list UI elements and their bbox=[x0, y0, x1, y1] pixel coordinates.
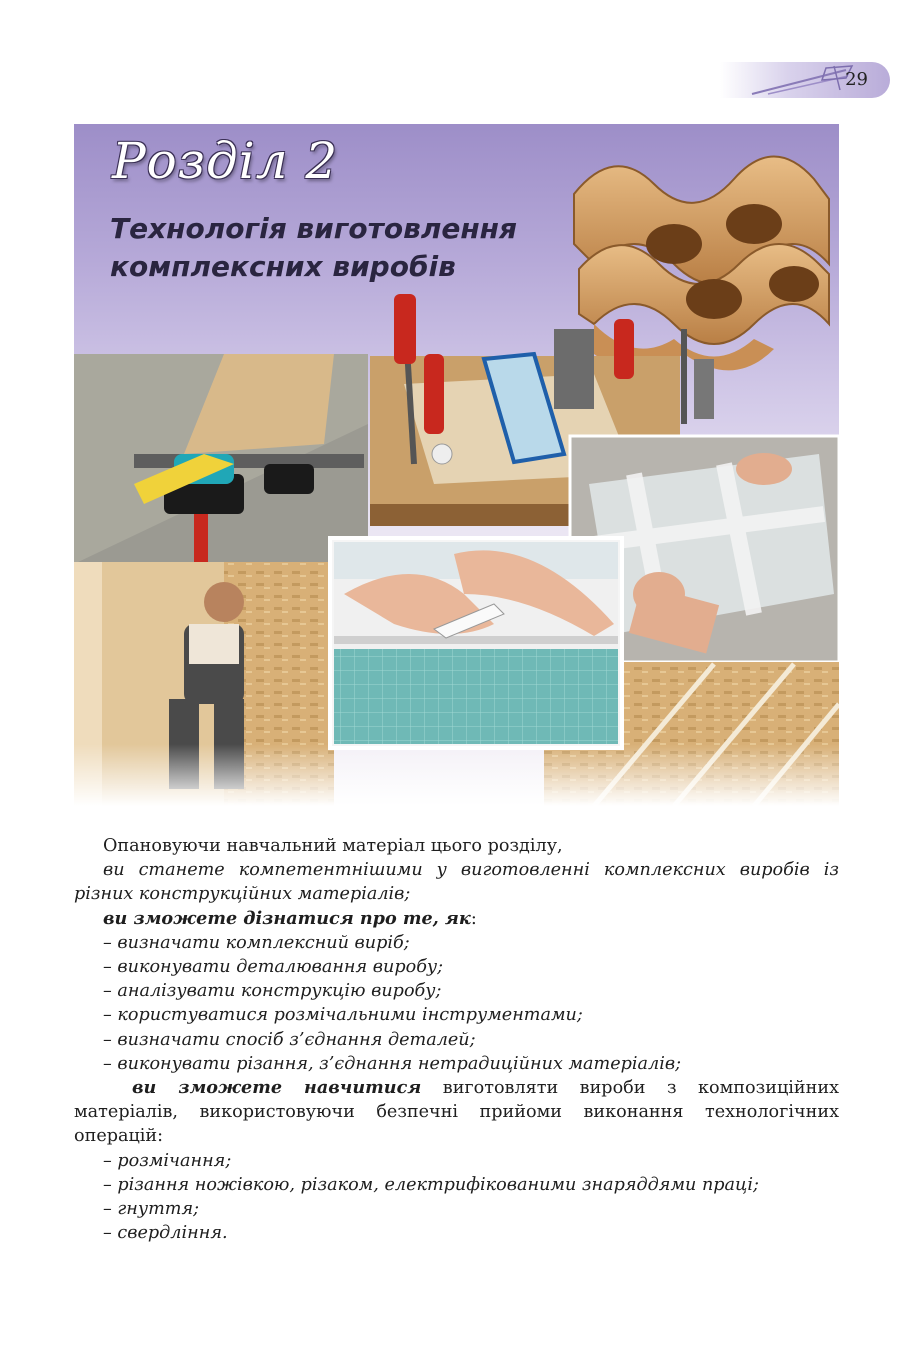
list-item: – різання ножівкою, різаком, електрифікованими знаряддями праці; bbox=[103, 1174, 759, 1195]
board-clamp-image bbox=[74, 354, 368, 564]
page-number-tab bbox=[720, 62, 890, 98]
outcome-learn-to-rest: виготовляти вироби з композиційних матеріалів, використовуючи безпечні прийоми виконання технологічних операцій: bbox=[74, 1078, 839, 1147]
list-item: – гнуття; bbox=[103, 1199, 200, 1220]
list-item: – користуватися розмічальними інструментами; bbox=[103, 1005, 583, 1026]
section-label: Розділ 2 bbox=[112, 132, 339, 190]
chapter-introduction bbox=[74, 834, 839, 1245]
chapter-banner bbox=[74, 124, 839, 806]
outcome-learn-about-colon: : bbox=[470, 908, 477, 929]
outcome-competence: ви станете компетентнішими у виготовленні комплексних виробів із різних конструкційних матеріалів; bbox=[74, 860, 839, 905]
list-item: – виконувати різання, з’єднання нетрадиційних матеріалів; bbox=[103, 1053, 681, 1074]
list-item: – розмічання; bbox=[103, 1150, 232, 1171]
outcome-learn-to bbox=[74, 1076, 839, 1149]
outcome-learn-about-lead: ви зможете дізнатися про те, як bbox=[103, 907, 471, 929]
section-title-line-1: Технологія виготовлення bbox=[110, 212, 517, 245]
cutting-mat-image bbox=[330, 538, 622, 748]
outcome-learn-to-lead: ви зможете навчитися bbox=[132, 1077, 422, 1099]
page-number: 29 bbox=[845, 69, 868, 90]
list-item: – визначати комплексний виріб; bbox=[103, 932, 410, 953]
list-item: – виконувати деталювання виробу; bbox=[103, 957, 444, 978]
wine-rack-image bbox=[574, 157, 829, 371]
intro-sentence: Опановуючи навчальний матеріал цього розділу, bbox=[103, 836, 563, 856]
outcome-learn-about bbox=[103, 907, 839, 931]
section-title bbox=[110, 210, 590, 286]
section-title-line-2: комплексних виробів bbox=[110, 250, 456, 283]
list-item: – свердління. bbox=[103, 1223, 228, 1244]
list-item: – аналізувати конструкцію виробу; bbox=[103, 981, 442, 1002]
learn-list bbox=[103, 931, 839, 1076]
list-item: – визначати спосіб з’єднання деталей; bbox=[103, 1029, 476, 1050]
pen-icon bbox=[748, 64, 858, 96]
skills-list bbox=[103, 1149, 839, 1246]
